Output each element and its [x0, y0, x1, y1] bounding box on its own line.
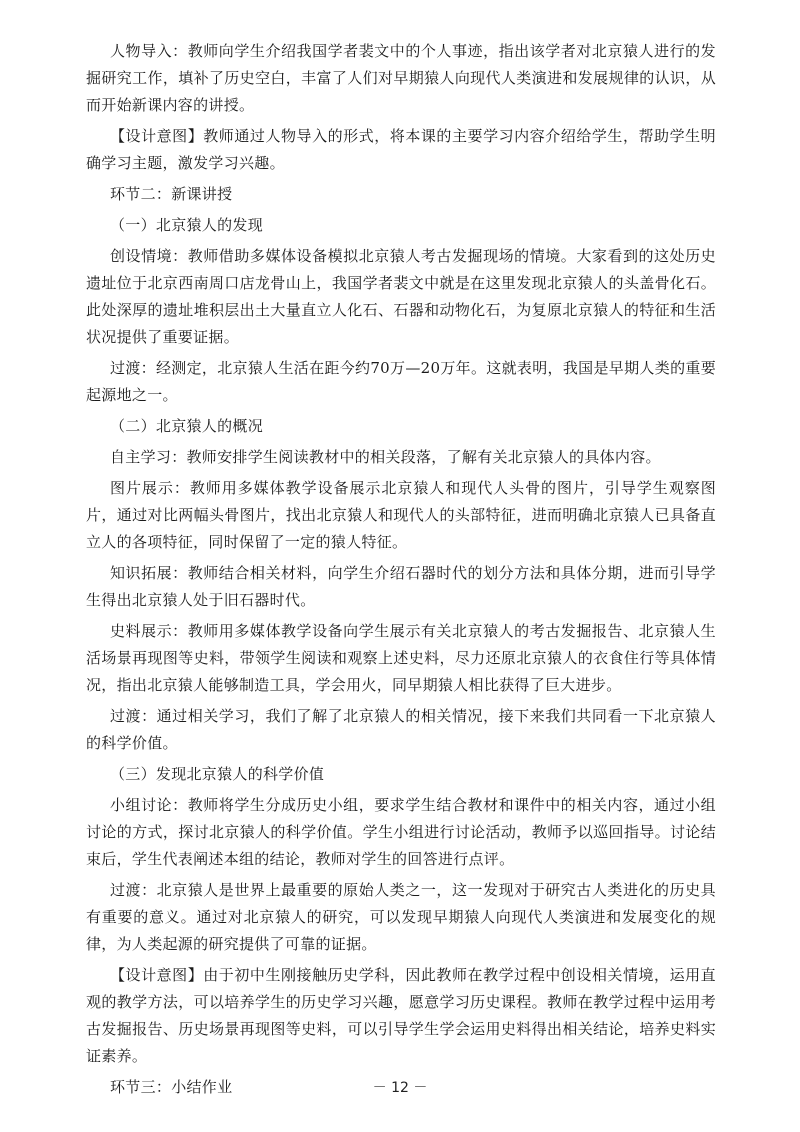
paragraph-group-discussion: 小组讨论：教师将学生分成历史小组，要求学生结合教材和课件中的相关内容，通过小组讨论的方式，探讨北京猿人的科学价值。学生小组进行讨论活动，教师予以巡回指导。讨论结束后，学生代表阐述本组的结论，教师对学生的回答进行点评。: [86, 796, 716, 868]
page-number: － 12 －: [372, 1080, 428, 1096]
section-heading-stage-2: 环节二：新课讲授: [110, 185, 233, 203]
paragraph-knowledge-expansion: 知识拓展：教师结合相关材料，向学生介绍石器时代的划分方法和具体分期，进而引导学生得出北京猿人处于旧石器时代。: [86, 564, 716, 609]
subsection-heading-1: （一）北京猿人的发现: [110, 216, 264, 234]
section-heading-stage-3: 环节三：小结作业: [110, 1078, 233, 1096]
paragraph-historical-material: 史料展示：教师用多媒体教学设备向学生展示有关北京猿人的考古发掘报告、北京猿人生活场景再现图等史料，带领学生阅读和观察上述史料，尽力还原北京猿人的衣食住行等具体情况，指出北京猿人能够制造工具，学会用火，同早期猿人相比获得了巨大进步。: [86, 622, 716, 694]
paragraph-picture-display: 图片展示：教师用多媒体教学设备展示北京猿人和现代人头骨的图片，引导学生观察图片，通过对比两幅头骨图片，找出北京猿人和现代人的头部特征，进而明确北京猿人已具备直立人的各项特征，同时保留了一定的猿人特征。: [86, 479, 716, 551]
body-text: [86, 38, 716, 1101]
paragraph-transition-3: 过渡：北京猿人是世界上最重要的原始人类之一，这一发现对于研究古人类进化的历史具有重要的意义。通过对北京猿人的研究，可以发现早期猿人向现代人类演进和发展变化的规律，为人类起源的研究提供了可靠的证据。: [86, 881, 716, 953]
subsection-heading-2: （二）北京猿人的概况: [110, 417, 264, 435]
subsection-heading-3: （三）发现北京猿人的科学价值: [110, 765, 325, 783]
paragraph-transition-1: 过渡：经测定，北京猿人生活在距今约70万—20万年。这就表明，我国是早期人类的重要起源地之一。: [86, 359, 716, 404]
paragraph-self-study: 自主学习：教师安排学生阅读教材中的相关段落，了解有关北京猿人的具体内容。: [110, 448, 661, 466]
paragraph-character-intro: 人物导入：教师向学生介绍我国学者裴文中的个人事迹，指出该学者对北京猿人进行的发掘研究工作，填补了历史空白，丰富了人们对早期猿人向现代人类演进和发展规律的认识，从而开始新课内容的讲授。: [86, 42, 716, 114]
paragraph-design-intent-2: 【设计意图】由于初中生刚接触历史学科，因此教师在教学过程中创设相关情境，运用直观的教学方法，可以培养学生的历史学习兴趣，愿意学习历史课程。教师在教学过程中运用考古发掘报告、历史场景再现图等史料，可以引导学生学会运用史料得出相关结论，培养史料实证素养。: [86, 966, 716, 1065]
paragraph-create-scene: 创设情境：教师借助多媒体设备模拟北京猿人考古发掘现场的情境。大家看到的这处历史遗址位于北京西南周口店龙骨山上，我国学者裴文中就是在这里发现北京猿人的头盖骨化石。此处深厚的遗址堆积层出土大量直立人化石、石器和动物化石，为复原北京猿人的特征和生活状况提供了重要证据。: [86, 247, 716, 346]
paragraph-design-intent-1: 【设计意图】教师通过人物导入的形式，将本课的主要学习内容介绍给学生，帮助学生明确学习主题，激发学习兴趣。: [86, 127, 716, 172]
paragraph-transition-2: 过渡：通过相关学习，我们了解了北京猿人的相关情况，接下来我们共同看一下北京猿人的科学价值。: [86, 707, 716, 752]
